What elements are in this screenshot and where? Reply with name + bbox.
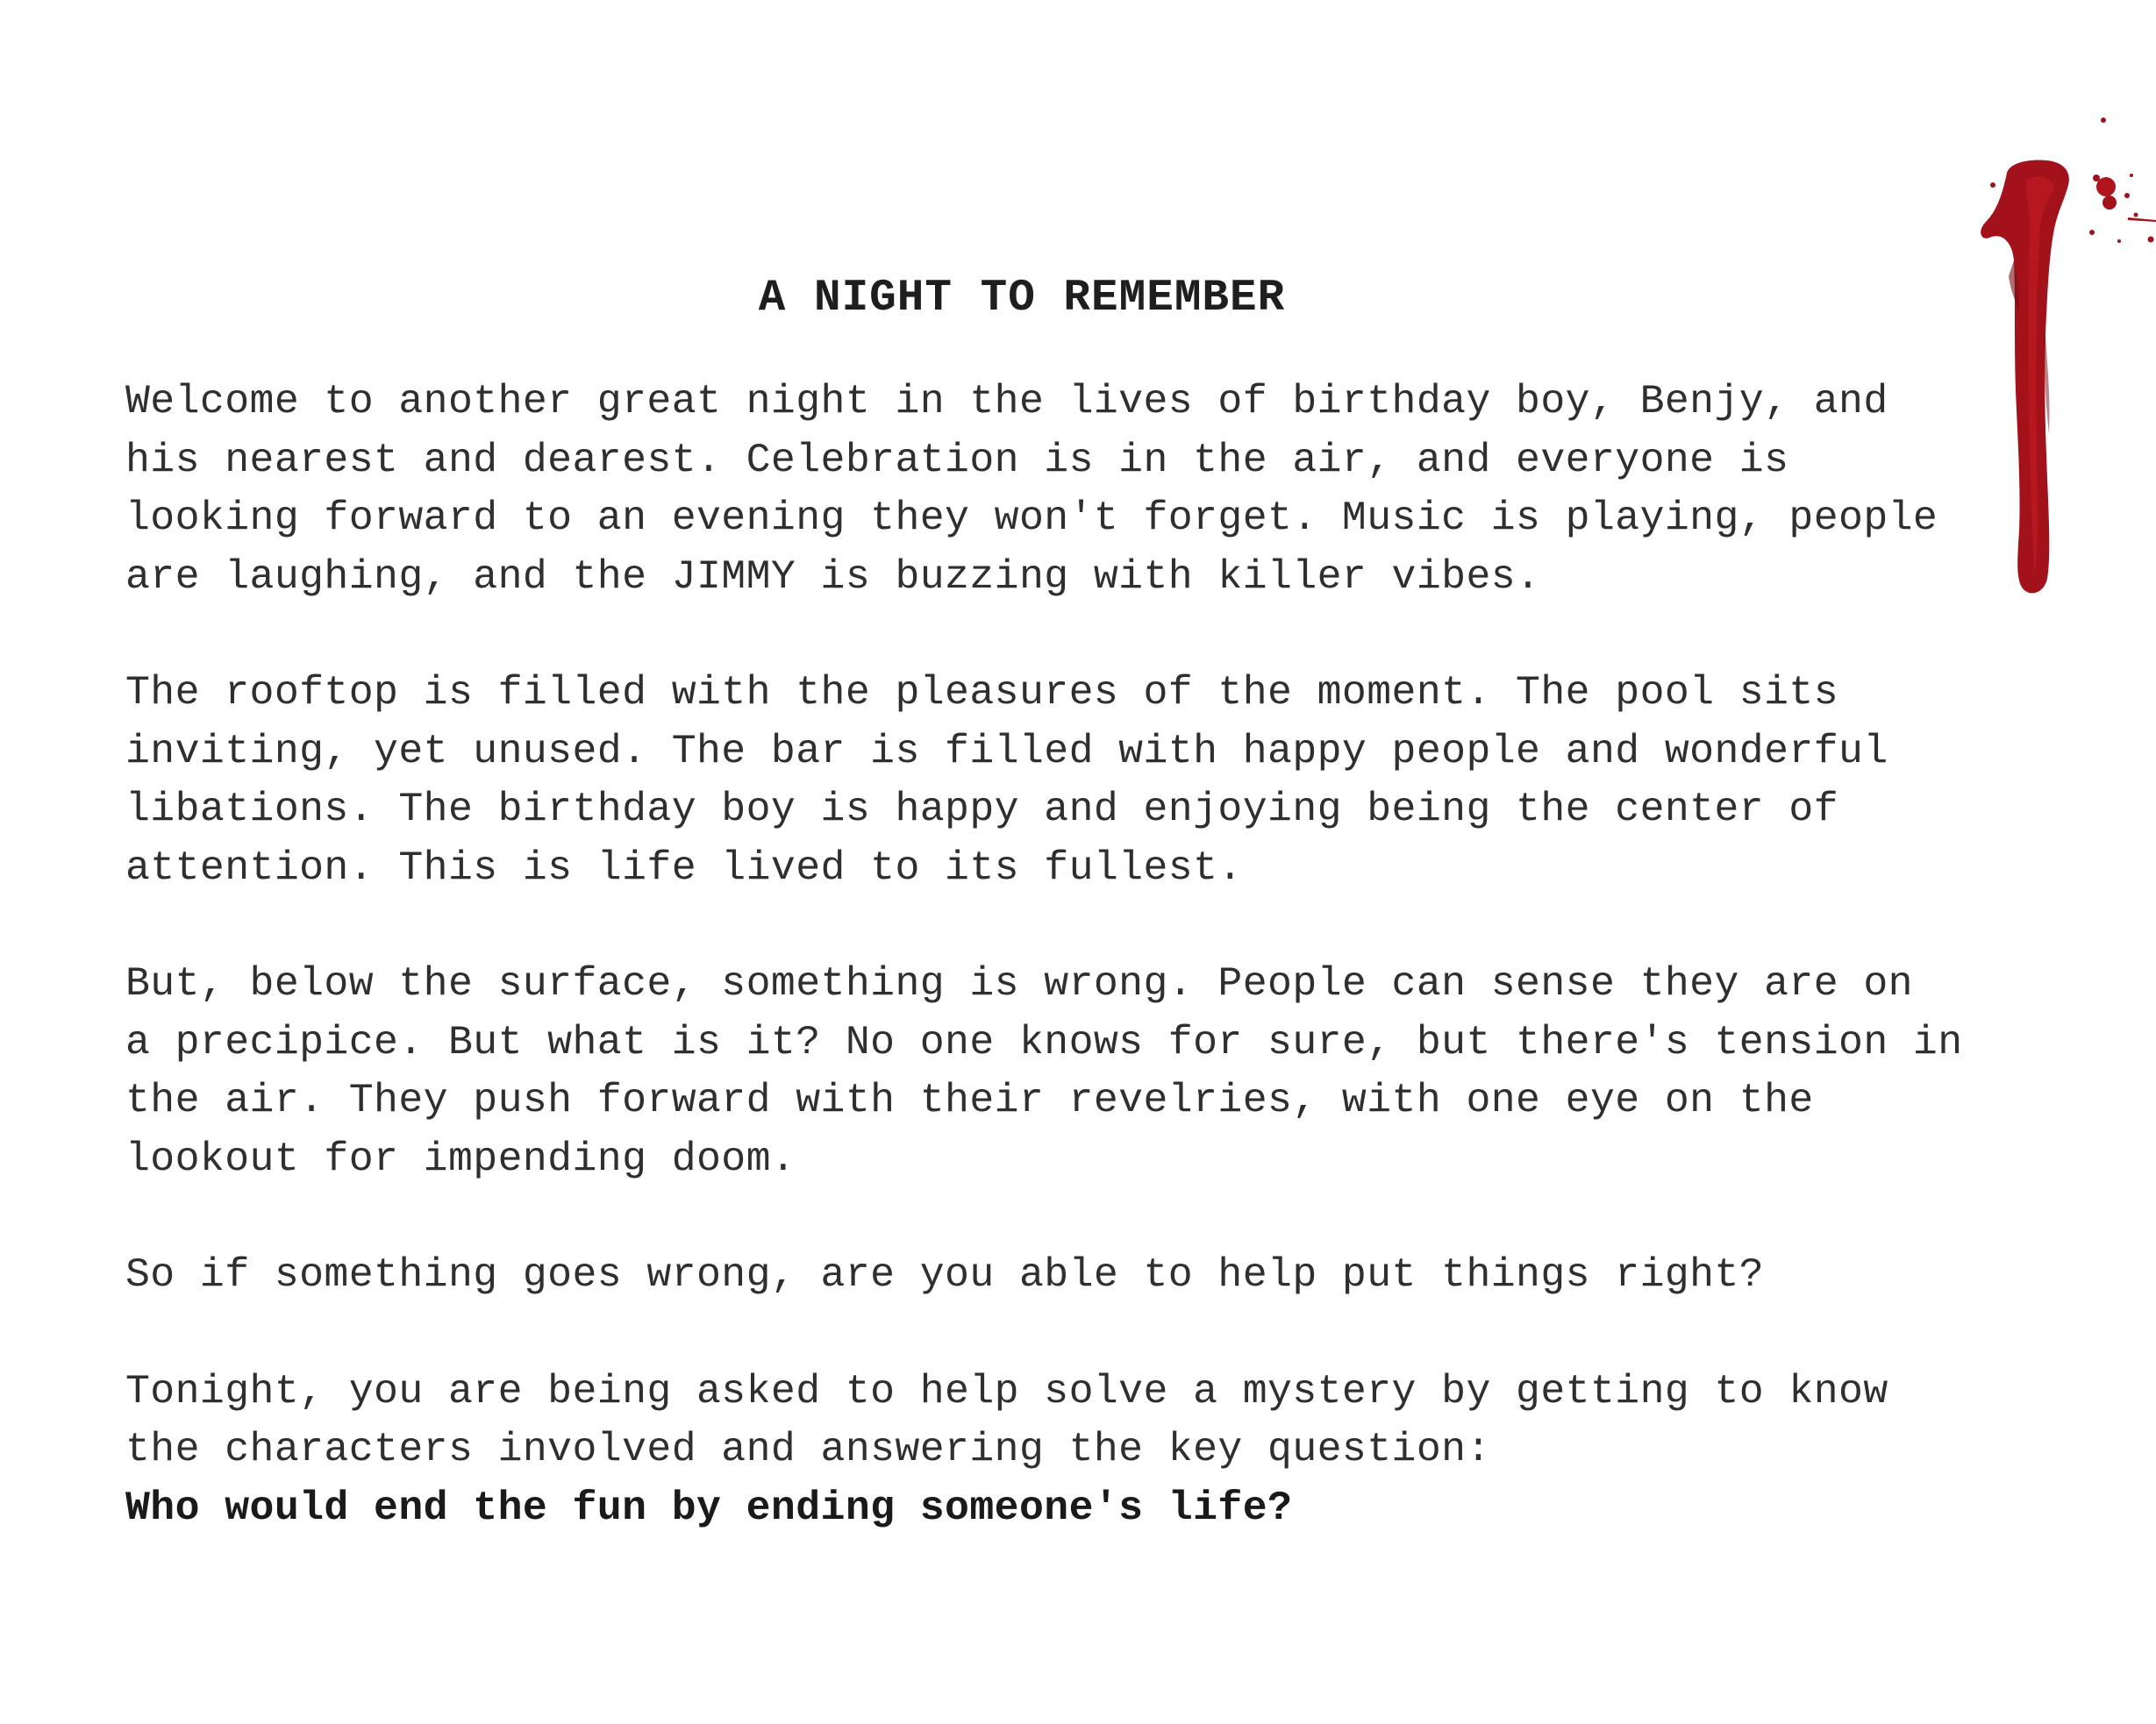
blood-drip-shape [1981, 160, 2069, 594]
text-line: inviting, yet unused. The bar is filled with happy people and wonderful [125, 727, 1888, 774]
text-line: are laughing, and the JIMMY is buzzing with killer vibes. [125, 552, 1541, 600]
text-line: lookout for impending doom. [125, 1135, 796, 1182]
text-line: attention. This is life lived to its fullest. [125, 844, 1243, 891]
text-line: Welcome to another great night in the lives of birthday boy, Benjy, and [125, 378, 1888, 424]
paragraph-mystery [125, 1363, 1994, 1538]
document-body [125, 373, 1994, 1537]
paragraph-intro [125, 373, 1994, 606]
text-line: Tonight, you are being asked to help solve a mystery by getting to know [125, 1367, 1888, 1414]
key-question: Who would end the fun by ending someone's life? [125, 1484, 1293, 1531]
text-line: looking forward to an evening they won't forget. Music is playing, people [125, 495, 1938, 541]
text-line: libations. The birthday boy is happy and enjoying being the center of [125, 786, 1839, 832]
text-line: his nearest and dearest. Celebration is in the air, and everyone is [125, 436, 1789, 483]
paragraph-rooftop [125, 664, 1994, 897]
paragraph-tension [125, 955, 1994, 1188]
page-title: A NIGHT TO REMEMBER [758, 274, 1286, 324]
text-line: So if something goes wrong, are you able to help put things right? [125, 1251, 1765, 1298]
text-line: The rooftop is filled with the pleasures of the moment. The pool sits [125, 669, 1839, 716]
text-line: a precipice. But what is it? No one knows for sure, but there's tension in [125, 1018, 1963, 1065]
text-line: But, below the surface, something is wrong. People can sense they are on [125, 960, 1913, 1007]
paragraph-question [125, 1246, 1994, 1305]
text-line: the characters involved and answering the key question: [125, 1426, 1491, 1472]
text-line: the air. They push forward with their revelries, with one eye on the [125, 1077, 1814, 1123]
